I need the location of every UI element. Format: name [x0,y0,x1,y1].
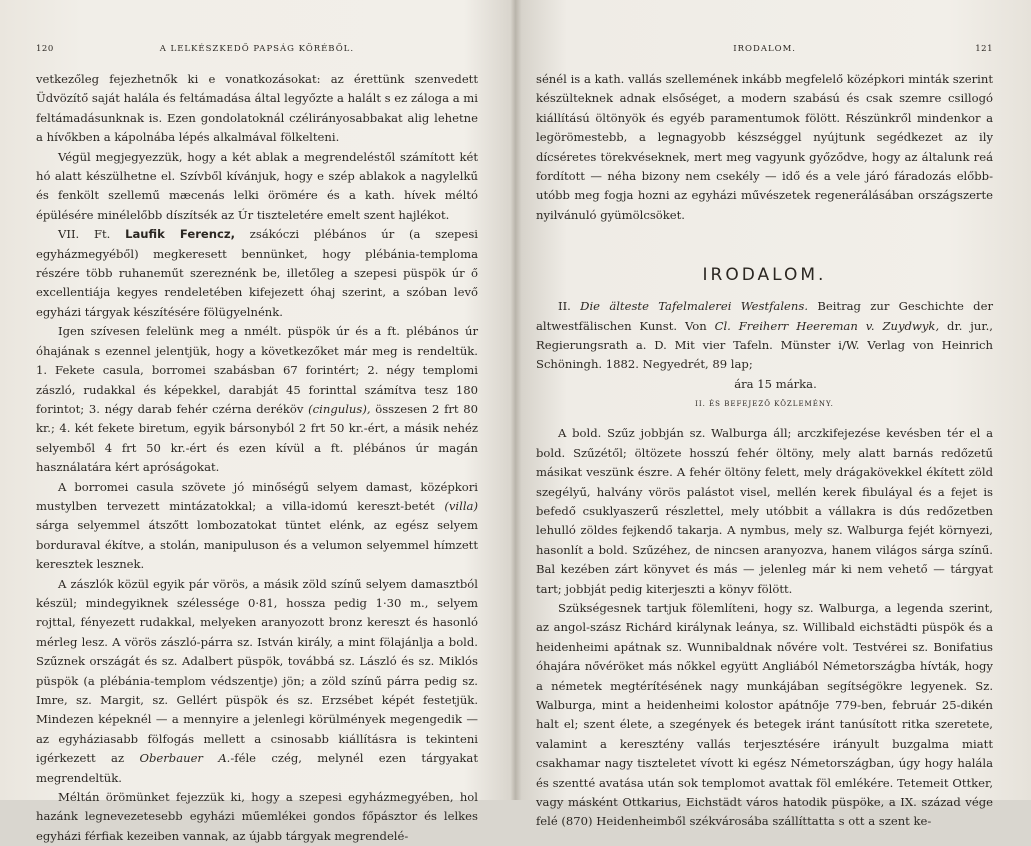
paragraph-text: összesen 2 frt 80 kr.; 4. két fekete biretum, egyik bársonyból 2 frt 50 kr.-ért, a másik nehéz selyemből 4 frt 50 kr.-ért és ezen kívül a ft. plébános úr magán használatára kért apróságokat. [36,401,479,475]
italic-term: (cingulus), [308,401,371,416]
italic-term: Oberbauer A. [139,751,231,766]
entry-text: Beitrag zur Geschichte der altwestfälischen Kunst. Von [536,299,993,333]
paragraph: A bold. Szűz jobbján sz. Walburga áll; arczkifejezése kevésben tér el a bold. Szűzétől; öltözete hosszú fehér öltöny, mely alatt barnás redőzetű másikat veszünk észre. A fehér öltöny felett, mely drágakövekkel ékített zöld szegélyű, halvány vörös palástot visel, mellén kerek fibuláyal és a fejet is befedő csuklyaszerű részlettel, mely utóbbit a vállakra is dús redőzetben lehulló zöldes fejkendő takarja. A nymbus, mely sz. Walburga fejét környezi, hasonlít a bold. Szűzéhez, de nincsen aranyozva, hanem világos sárga színű. Bal kezében zárt könyvet és más — jelenleg már ki nem vehető — tárgyat tart; jobbját pedig kiterjeszti a könyv fölött. [536,426,993,596]
paragraph-text: A borromei casula szövete jó minőségű selyem damast, középkori mustylben tervezett mintázatokkal; a villa-idomú kereszt-betét [36,479,478,513]
paragraph-text: A zászlók közül egyik pár vörös, a másik zöld színű selyem damasztból készül; mindegyiknek szélessége 0·81, hossza pedig 1·30 m., selyem rojttal, fényezett rudakkal, melyeken aranyozott bronz kereszt és hasonló mérleg lesz. A vörös zászló-párra sz. István király, a mint fölajánlja a bold. Szűznek országát és sz. Adalbert püspök, továbbá sz. László és sz. Miklós püspök (a plébánia-templom védszentje) jön; a zöld színű párra pedig sz. Imre, sz. Margit, sz. Gellért püspök és sz. Erzsébet képét festetjük. Mindezen képeknél — a mennyire a jelenlegi körülmények megengedik — az egyháziasabb fölfogás mellett a csinosabb kiállításra is tekinteni igérkezett az [36,576,478,766]
paragraph: vetkezőleg fejezhetnők ki e vonatkozásokat: az érettünk szenvedett Üdvözítő saját halála és feltámadása által legyőzte a halált s ez záloga a mi feltámadásunknak is. Ezen gondolatoknál czélirányosabbakat alig lehetne a hívőkben a kápolnába lépés alkalmával fölkelteni. [36,72,478,145]
section-title: IRODALOM. [702,265,827,286]
page-number: 120 [36,44,54,54]
running-header [536,44,993,54]
entry-number: II. [558,299,571,314]
page-number: 121 [975,44,993,54]
running-head: IRODALOM. [733,44,796,54]
paragraph-text: -féle czég, melynél ezen tárgyakat megrendeltük. [36,751,478,785]
left-page [0,0,498,843]
book-title: Die älteste Tafelmalerei Westfalens. [580,299,809,314]
paragraph-text: Igen szívesen felelünk meg a nmélt. püspök úr és a ft. plébános úr óhajának s ezennel jelentjük, hogy a következőket már meg is rendeltük. 1. Fekete casula, borromei szabásban 67 forintért; 2. négy templomi zászló, rudakkal és képekkel, darabját 45 forinttal számítva tesz 180 forintot; 3. négy darab fehér czérna deréköv [36,324,478,416]
paragraph-text: zsákóczi plébános úr (a szepesi egyházmegyéből) megkeresett bennünket, hogy plébánia-temploma részére több ruhaneműt szereznénk be, illetőleg a szepesi püspök úr ő excellentiája kegyes rendeletében kifejezett óhaj szerint, a szóban levő egyházi tárgyak készítésére fölügyelnénk. [36,227,478,319]
person-name: Laufik Ferencz, [125,227,236,242]
italic-term: (villa) [444,498,478,513]
paragraph: sénél is a kath. vallás szellemének inkább megfelelő középkori minták szerint készülteknek adnak elsőséget, a modern szabású és csak szemre csillogó kiállítású öltönyök és egyéb paramentumok fölött. Részünkről mindenkor a legörömestebb, a legnagyobb készséggel nyújtunk segédkezet az ily dícséretes törekvéseknek, mert meg vagyunk győződve, hogy az általunk reá fordított — néha bizony nem csekély — idő és a vele járó fáradozás előbb-utóbb meg fogja hozni az egyházi művészetek regenerálásában országszerte nyilvánuló gyümölcsöket. [536,72,993,222]
right-body-text [536,70,993,832]
subheading: II. ÉS BEFEJEZŐ KÖZLEMÉNY. [695,400,834,409]
running-header [36,44,478,54]
right-page [508,0,1031,829]
paragraph: Méltán örömünket fejezzük ki, hogy a szepesi egyházmegyében, hol hazánk legnevezetesebb egyházi műemlékei gondos főpásztor és lelkes egyházi férfiak kezeiben vannak, az újabb tárgyak megrendelé- [36,790,478,843]
paragraph [36,225,478,322]
paragraph [36,478,478,575]
book-price: ára 15 márka. [734,376,817,391]
running-head: A LELKÉSZKEDŐ PAPSÁG KÖRÉBŐL. [159,44,355,54]
bibliography-entry [536,297,993,394]
paragraph [36,322,478,477]
left-body-text [36,70,478,846]
paragraph [36,575,478,788]
section-number: VII. Ft. [58,227,111,242]
paragraph: Végül megjegyezzük, hogy a két ablak a megrendeléstől számított két hó alatt készülhetne el. Szívből kívánjuk, hogy e szép ablakok a nagylelkű és fenkölt szellemű mæcenás lelki örömére és a kath. hívek méltó épülésére minélelőbb díszítsék az Úr tiszteletére emelt szent hajlékot. [36,149,478,222]
paragraph-text: sárga selyemmel átszőtt lombozatokat tüntet elénk, az egész selyem borduraval ékítve, a stolán, manipuluson és a velumon selyemmel hímzett keresztek lesznek. [36,518,478,572]
paragraph: Szükségesnek tartjuk fölemlíteni, hogy sz. Walburga, a legenda szerint, az angol-szász Richárd királynak leánya, sz. Willibald eichstädti püspök és a heidenheimi apátnak sz. Wunnibaldnak nővére volt. Testvérei sz. Bonifatius óhajára nővéröket más nőkkel együtt Angliából Németországba hívták, hogy a németek megtérítésének nagy munkájában segítségökre legyenek. Sz. Walburga, mint a heidenheimi kolostor apátnője 779-ben, február 25-dikén halt el; szent élete, a szegények és betegek iránt tanúsított ritka szeretete, valamint a keresztény vallás terjesztésére irányult buzgalma miatt csakhamar nagy tiszteletet vívott ki egész Németországban, úgy hogy halála és szentté avatása után sok templomot avattak föl emlékére. Tetemeit Ottker, vagy másként Ottkarius, Eichstädt város hatodik püspöke, a IX. század vége felé (870) Heidenheimből székvárosába szállíttatta s ott a szent ke- [536,600,993,829]
book-author: Cl. Freiherr Heereman v. Zuydwyk, [714,318,940,333]
entry-text: dr. jur., Regierungsrath a. D. Mit vier Tafeln. Münster i/W. Verlag von Heinrich Schöningh. 1882. Negyedrét, 89 lap; [536,318,993,372]
